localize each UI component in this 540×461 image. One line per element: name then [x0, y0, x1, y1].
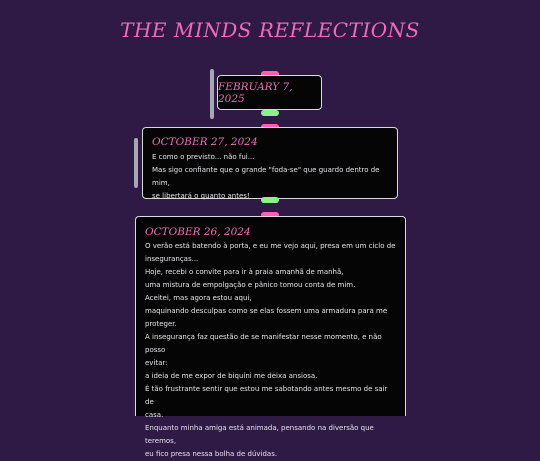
entry-line: uma mistura de empolgação e pânico tomou conta de mim. — [145, 281, 356, 289]
entry-line: proteger. — [145, 320, 177, 328]
entry-line: Enquanto minha amiga está animada, pensando na diversão que teremos, — [145, 424, 374, 445]
timeline-handle[interactable] — [210, 69, 214, 119]
entry-line: Hoje, recebi o convite para ir à praia amanhã de manhã, — [145, 268, 344, 276]
entry-date: OCTOBER 26, 2024 — [145, 226, 251, 238]
timeline-connector-bottom — [261, 110, 279, 116]
timeline-entry-card[interactable] — [142, 127, 398, 199]
entry-line: Aceitei, mas agora estou aqui, — [145, 294, 252, 302]
entry-line: eu fico presa nessa bolha de dúvidas. — [145, 450, 278, 458]
entry-text — [152, 151, 388, 203]
entry-date: OCTOBER 27, 2024 — [152, 136, 258, 148]
entry-text — [145, 240, 396, 461]
timeline-handle[interactable] — [134, 138, 138, 188]
timeline-connector-bottom — [261, 197, 279, 203]
entry-line: A insegurança faz questão de se manifestar nesse momento, e não posso — [145, 333, 382, 354]
entry-line: O verão está batendo à porta, e eu me vejo aqui, presa em um ciclo de — [145, 242, 396, 250]
entry-date: FEBRUARY 7, 2025 — [218, 80, 293, 105]
entry-line: casa. — [145, 411, 164, 419]
entry-line: maquinando desculpas como se elas fossem uma armadura para me — [145, 307, 388, 315]
page-title: THE MINDS REFLECTIONS — [120, 18, 420, 42]
entry-line: inseguranças... — [145, 255, 199, 263]
entry-line: evitar: — [145, 359, 168, 367]
entry-line: Mas sigo confiante que o grande "foda-se" que guardo dentro de mim, — [152, 166, 380, 187]
timeline-entry-card[interactable] — [217, 75, 322, 110]
entry-line: se libertará o quanto antes! — [152, 192, 250, 200]
entry-line: E como o previsto... não fui... — [152, 153, 255, 161]
timeline-entry-card[interactable] — [135, 216, 406, 458]
entry-line: É tão frustrante sentir que estou me sabotando antes mesmo de sair de — [145, 385, 388, 406]
entry-line: a ideia de me expor de biquíni me deixa ansiosa. — [145, 372, 318, 380]
